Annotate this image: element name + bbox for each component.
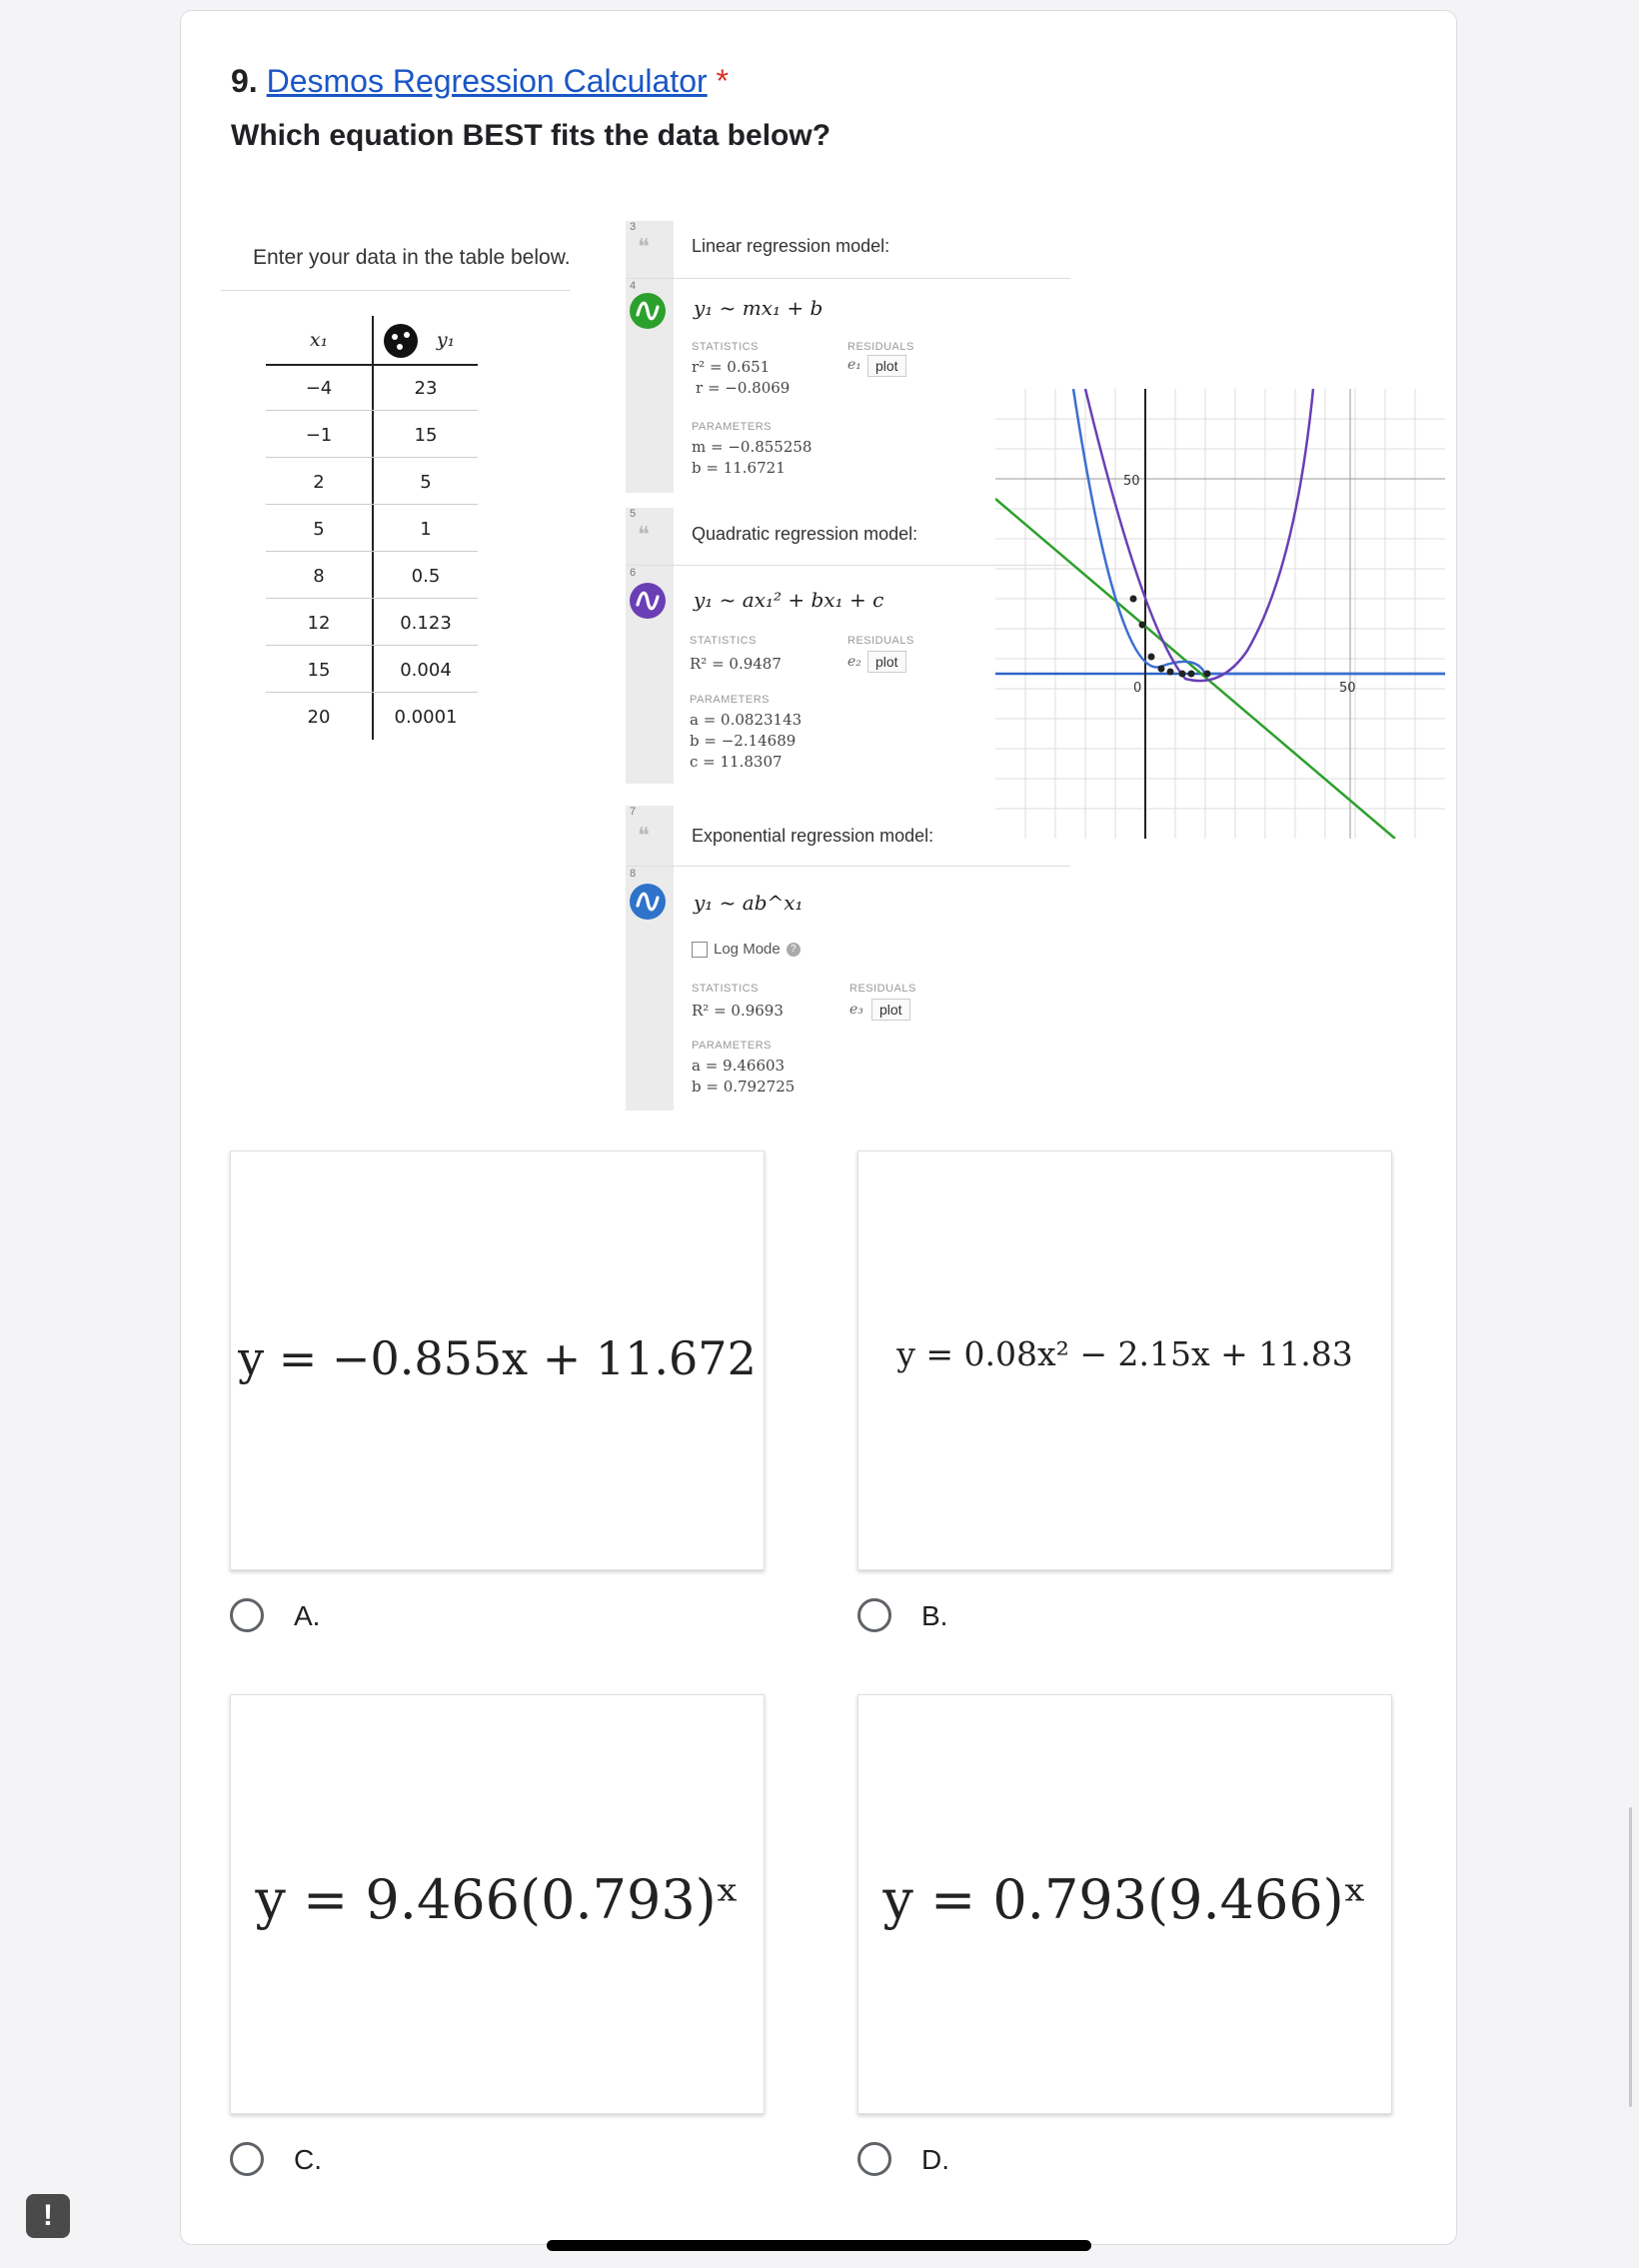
- question-number: 9.: [231, 63, 258, 99]
- stat-r-squared: R² = 0.9487: [690, 655, 782, 673]
- table-row: [266, 505, 478, 552]
- residuals-label: RESIDUALS: [847, 635, 914, 647]
- desmos-wave-icon[interactable]: [630, 884, 666, 920]
- column-header-y: y₁: [436, 329, 456, 351]
- question-title: [231, 63, 729, 100]
- expression-number: 5: [630, 508, 637, 520]
- divider: [221, 290, 571, 291]
- divider: [626, 278, 1070, 279]
- table-row: [266, 646, 478, 693]
- question-prompt: Which equation BEST fits the data below?: [231, 119, 831, 152]
- question-card: [180, 10, 1457, 2245]
- note-quote-icon: ❝: [638, 824, 650, 849]
- regression-formula[interactable]: y₁ ~ ax₁² + bx₁ + c: [694, 588, 884, 612]
- cell-y: 5: [420, 472, 432, 493]
- data-table: [266, 316, 486, 746]
- quadratic-regression-curve: [1085, 389, 1313, 681]
- cell-x: 5: [313, 519, 325, 540]
- option-c-image[interactable]: [230, 1694, 765, 2114]
- param-m: m = −0.855258: [692, 438, 813, 456]
- residual-variable: e₂: [847, 654, 861, 670]
- expression-number: 7: [630, 806, 637, 818]
- residual-variable: e₃: [849, 1002, 863, 1018]
- option-a-radio[interactable]: [230, 1598, 264, 1632]
- parameters-label: PARAMETERS: [690, 694, 770, 706]
- parameters-label: PARAMETERS: [692, 1040, 772, 1052]
- desmos-screenshot: [221, 206, 1356, 1121]
- desmos-wave-icon[interactable]: [630, 583, 666, 619]
- divider: [626, 866, 1070, 867]
- cell-y: 0.0001: [394, 707, 458, 728]
- desmos-link[interactable]: Desmos Regression Calculator: [266, 63, 708, 99]
- option-b-label[interactable]: B.: [921, 1600, 948, 1631]
- help-icon[interactable]: ?: [787, 943, 801, 957]
- table-row: [266, 458, 478, 505]
- plot-residuals-button[interactable]: plot: [871, 999, 910, 1021]
- regression-graph[interactable]: [995, 389, 1445, 839]
- table-row: [266, 364, 478, 411]
- origin-label: 0: [1133, 681, 1142, 696]
- cell-y: 15: [414, 425, 438, 446]
- statistics-label: STATISTICS: [690, 635, 757, 647]
- option-b-image[interactable]: [857, 1150, 1392, 1570]
- option-c-label[interactable]: C.: [294, 2144, 322, 2175]
- y-tick-50: 50: [1123, 474, 1140, 489]
- param-a: a = 0.0823143: [690, 711, 803, 729]
- note-text: Exponential regression model:: [692, 826, 934, 846]
- exponential-regression-curve: [1073, 389, 1445, 674]
- table-caption: Enter your data in the table below.: [253, 246, 571, 269]
- log-mode-toggle[interactable]: [692, 941, 801, 958]
- desmos-wave-icon[interactable]: [630, 293, 666, 329]
- expression-gutter: [626, 806, 674, 1111]
- point-style-icon: [384, 324, 418, 358]
- option-d-label[interactable]: D.: [921, 2144, 949, 2175]
- param-b: b = 11.6721: [692, 459, 786, 477]
- column-header-x: x₁: [309, 329, 329, 351]
- regression-formula[interactable]: y₁ ~ ab^x₁: [694, 891, 804, 915]
- plot-residuals-button[interactable]: plot: [867, 651, 906, 673]
- cell-x: 20: [307, 707, 331, 728]
- expression-number: 6: [630, 567, 637, 579]
- option-a-equation: y = −0.855x + 11.672: [238, 1331, 757, 1385]
- param-b: b = −2.14689: [690, 732, 797, 750]
- note-quote-icon: ❝: [638, 523, 650, 548]
- table-row: [266, 552, 478, 599]
- required-mark: *: [716, 63, 729, 99]
- note-text: Linear regression model:: [692, 236, 890, 256]
- option-a-label[interactable]: A.: [294, 1600, 321, 1631]
- note-text: Quadratic regression model:: [692, 524, 918, 544]
- cell-x: 12: [307, 613, 331, 634]
- regression-formula[interactable]: y₁ ~ mx₁ + b: [694, 296, 823, 320]
- cell-y: 23: [414, 378, 438, 399]
- cell-x: 15: [307, 660, 331, 681]
- table-row: [266, 599, 478, 646]
- statistics-label: STATISTICS: [692, 983, 759, 995]
- option-d-radio[interactable]: [857, 2142, 891, 2176]
- expression-number: 3: [630, 221, 637, 233]
- statistics-label: STATISTICS: [692, 341, 759, 353]
- option-b-equation: y = 0.08x² − 2.15x + 11.83: [896, 1334, 1353, 1373]
- cell-x: 2: [313, 472, 325, 493]
- expression-gutter: [626, 221, 674, 493]
- cell-y: 0.004: [400, 660, 452, 681]
- stat-r: r = −0.8069: [696, 379, 791, 397]
- log-mode-label: Log Mode: [714, 941, 781, 958]
- grid-major: [995, 389, 1445, 839]
- residual-variable: e₁: [847, 357, 861, 373]
- cell-y: 1: [420, 519, 432, 540]
- param-c: c = 11.8307: [690, 753, 783, 771]
- grid: [995, 389, 1445, 839]
- option-d-equation: y = 0.793(9.466)ˣ: [882, 1868, 1367, 1931]
- scrollbar[interactable]: [1629, 1807, 1632, 2107]
- plot-residuals-button[interactable]: plot: [867, 355, 906, 377]
- residuals-label: RESIDUALS: [849, 983, 916, 995]
- residuals-label: RESIDUALS: [847, 341, 914, 353]
- home-indicator[interactable]: [547, 2240, 1091, 2251]
- param-a: a = 9.46603: [692, 1057, 786, 1075]
- cell-x: −4: [305, 378, 333, 399]
- exponential-regression-block: [626, 806, 1065, 1126]
- table-row: [266, 411, 478, 458]
- cell-y: 0.123: [400, 613, 452, 634]
- option-c-radio[interactable]: [230, 2142, 264, 2176]
- option-d-image[interactable]: [857, 1694, 1392, 2114]
- cell-x: 8: [313, 566, 325, 587]
- option-b-radio[interactable]: [857, 1598, 891, 1632]
- checkbox[interactable]: [692, 942, 708, 958]
- expression-number: 8: [630, 868, 637, 880]
- option-a-image[interactable]: [230, 1150, 765, 1570]
- stat-r-squared: R² = 0.9693: [692, 1002, 784, 1020]
- exclamation-icon[interactable]: !: [26, 2194, 70, 2238]
- x-tick-50: 50: [1339, 681, 1356, 696]
- cell-y: 0.5: [411, 566, 441, 587]
- expression-gutter: [626, 508, 674, 784]
- table-row: [266, 693, 478, 739]
- param-b: b = 0.792725: [692, 1078, 796, 1096]
- cell-x: −1: [305, 425, 333, 446]
- option-c-equation: y = 9.466(0.793)ˣ: [255, 1868, 740, 1931]
- expression-number: 4: [630, 280, 637, 292]
- stat-r-squared: r² = 0.651: [692, 358, 771, 376]
- parameters-label: PARAMETERS: [692, 421, 772, 433]
- note-quote-icon: ❝: [638, 235, 650, 260]
